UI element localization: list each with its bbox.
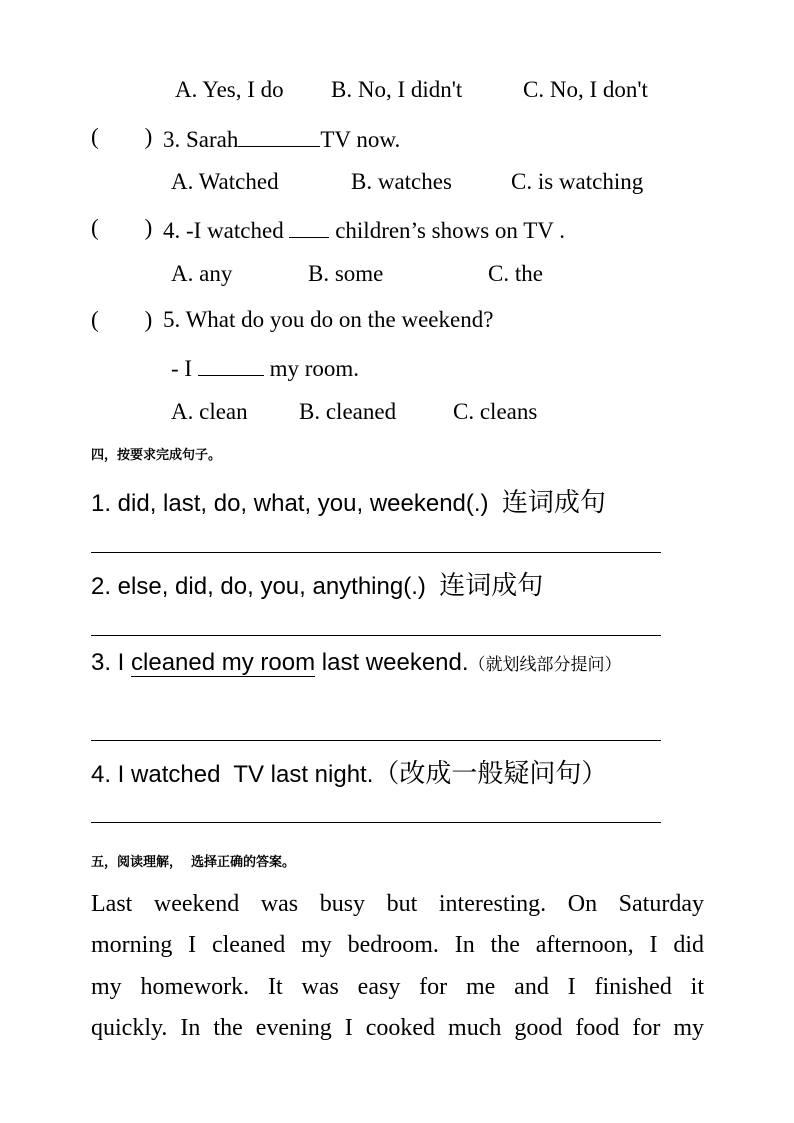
item4-instruction: （改成一般疑问句） <box>373 759 608 789</box>
q4-answer-paren[interactable]: ( ) <box>91 215 153 240</box>
q3-option-c: C. is watching <box>511 169 644 194</box>
q3-option-b: B. watches <box>351 169 452 194</box>
q4-blank[interactable] <box>289 215 329 238</box>
q2-option-c: C. No, I don't <box>523 77 648 102</box>
item4-text: 4. I watched TV last night. <box>91 761 374 788</box>
q3-stem <box>163 124 400 153</box>
q5-answer-line <box>171 353 359 382</box>
item1-instruction: 连词成句 <box>501 488 606 518</box>
q3-answer-paren[interactable]: ( ) <box>91 124 153 149</box>
q4-option-c: C. the <box>488 261 543 286</box>
section4-heading: 四，按要求完成句子。 <box>91 448 222 463</box>
section4-item2 <box>91 565 543 602</box>
section4-item1 <box>91 482 606 519</box>
q5-option-b: B. cleaned <box>299 399 397 424</box>
reading-passage <box>91 884 704 1049</box>
q5-blank[interactable] <box>198 353 264 376</box>
item3-answer-line[interactable] <box>91 740 661 741</box>
passage-line: my homework. It was easy for me and I finished it <box>91 973 704 1000</box>
item3-suffix: last weekend. <box>315 649 469 676</box>
q3-option-a: A. Watched <box>171 169 279 194</box>
item1-answer-line[interactable] <box>91 552 661 553</box>
q5-answer-before: - I <box>171 356 198 381</box>
q3-stem-after: TV now. <box>320 127 401 152</box>
q4-option-b: B. some <box>308 261 384 286</box>
q3-stem-before: 3. Sarah <box>163 127 239 152</box>
q4-stem-after: children’s shows on TV . <box>329 218 565 243</box>
section4-item3 <box>91 649 622 677</box>
passage-line: Last weekend was busy but interesting. On Saturday <box>91 891 704 917</box>
q3-blank[interactable] <box>238 124 320 147</box>
q4-stem <box>163 215 565 244</box>
passage-line: quickly. In the evening I cooked much good food for my <box>91 1014 704 1041</box>
q5-stem: 5. What do you do on the weekend? <box>163 307 494 332</box>
item3-instruction: （就划线部分提问） <box>468 655 622 675</box>
q4-option-a: A. any <box>171 261 233 286</box>
q5-option-a: A. clean <box>171 399 248 424</box>
item2-answer-line[interactable] <box>91 635 661 636</box>
item2-instruction: 连词成句 <box>439 571 544 601</box>
item3-prefix: 3. I <box>91 649 132 676</box>
q5-option-c: C. cleans <box>453 399 538 424</box>
section4-item4 <box>91 753 607 790</box>
passage-line: morning I cleaned my bedroom. In the afternoon, I did <box>91 932 704 959</box>
q4-stem-before: 4. -I watched <box>163 218 290 243</box>
q2-option-a: A. Yes, I do <box>175 77 284 102</box>
item1-text: 1. did, last, do, what, you, weekend(.) <box>91 490 489 517</box>
item2-text: 2. else, did, do, you, anything(.) <box>91 573 426 600</box>
q5-answer-paren[interactable]: ( ) <box>91 307 153 332</box>
q5-answer-after: my room. <box>263 356 360 381</box>
q2-option-b: B. No, I didn't <box>331 77 463 102</box>
item3-underlined-part: cleaned my room <box>131 649 316 676</box>
section5-heading: 五，阅读理解， 选择正确的答案。 <box>91 855 296 870</box>
item4-answer-line[interactable] <box>91 822 661 823</box>
